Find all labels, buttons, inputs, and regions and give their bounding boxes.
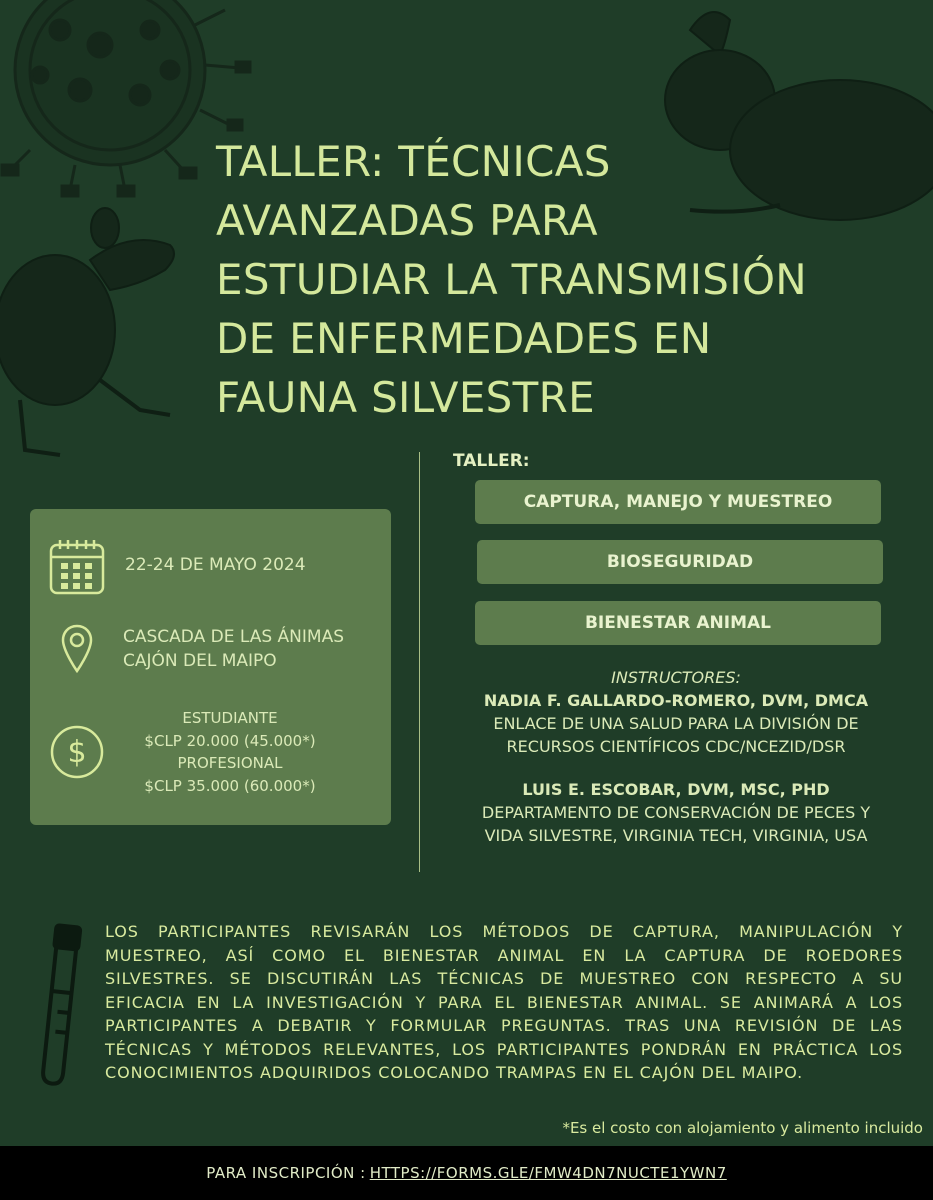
vertical-divider <box>419 452 420 872</box>
instructors-section <box>436 666 916 758</box>
workshop-description <box>105 920 903 1085</box>
instructor-affiliation: VIDA SILVESTRE, VIRGINIA TECH, VIRGINIA, USA <box>484 826 868 845</box>
description-line: MUESTREO, ASÍ COMO EL BIENESTAR ANIMAL EN LA CAPTURA DE ROEDORES <box>105 945 903 965</box>
taller-label: TALLER: <box>453 451 530 471</box>
event-info-panel <box>30 509 391 825</box>
map-pin-icon <box>60 623 94 675</box>
registration-footer <box>0 1146 933 1200</box>
title-line: AVANZADAS PARA <box>216 196 598 245</box>
price-line: $CLP 20.000 (45.000*) <box>144 731 316 750</box>
title-line: FAUNA SILVESTRE <box>216 373 595 422</box>
event-date: 22-24 DE MAYO 2024 <box>125 555 306 575</box>
description-line: EFICACIA EN LA INVESTIGACIÓN Y PARA EL BIENESTAR ANIMAL. SE ANIMARÁ A LOS <box>105 992 903 1012</box>
price-line: PROFESIONAL <box>177 754 283 772</box>
description-line: PARTICIPANTES A DEBATIR Y FORMULAR PREGUNTAS. TRAS UNA REVISIÓN DE LAS <box>105 1016 903 1035</box>
test-tube-icon <box>34 922 86 1092</box>
description-line: TÉCNICAS Y MÉTODOS RELEVANTES, LOS PARTICIPANTES PONDRÁN EN PRÁCTICA LOS <box>105 1039 903 1059</box>
calendar-icon <box>48 537 106 597</box>
location-line: CASCADA DE LAS ÁNIMAS <box>123 627 344 647</box>
registration-label: PARA INSCRIPCIÓN : <box>206 1164 366 1182</box>
title-line: DE ENFERMEDADES EN <box>216 314 712 363</box>
registration-link[interactable]: HTTPS://FORMS.GLE/FMW4DN7NUCTE1YWN7 <box>369 1164 727 1182</box>
description-line: CONOCIMIENTOS ADQUIRIDOS COLOCANDO TRAMPAS EN EL CAJÓN DEL MAIPO. <box>105 1063 804 1082</box>
instructor-name: LUIS E. ESCOBAR, DVM, MSC, PHD <box>522 780 830 799</box>
title-line: TALLER: TÉCNICAS <box>216 137 611 186</box>
instructors-heading: INSTRUCTORES: <box>611 668 741 687</box>
description-line: LOS PARTICIPANTES REVISARÁN LOS MÉTODOS DE CAPTURA, MANIPULACIÓN Y <box>105 922 903 941</box>
instructor-affiliation: RECURSOS CIENTÍFICOS CDC/NCEZID/DSR <box>506 737 846 756</box>
event-location <box>123 625 344 673</box>
svg-text:$: $ <box>67 735 87 770</box>
instructor-block <box>436 778 916 847</box>
price-line: $CLP 35.000 (60.000*) <box>144 776 316 795</box>
location-line: CAJÓN DEL MAIPO <box>123 651 277 671</box>
instructor-name: NADIA F. GALLARDO-ROMERO, DVM, DMCA <box>483 691 869 710</box>
taller-item-captura: CAPTURA, MANEJO Y MUESTREO <box>475 480 881 524</box>
cost-footnote: *Es el costo con alojamiento y alimento incluido <box>562 1119 923 1137</box>
event-prices <box>90 707 370 797</box>
description-line: SILVESTRES. SE DISCUTIRÁN LAS TÉCNICAS DE MUESTREO CON RESPECTO A SU <box>105 969 903 988</box>
taller-item-bienestar: BIENESTAR ANIMAL <box>475 601 881 645</box>
page-title <box>216 132 916 427</box>
instructor-affiliation: ENLACE DE UNA SALUD PARA LA DIVISIÓN DE <box>493 714 859 733</box>
price-line: ESTUDIANTE <box>182 709 278 727</box>
instructor-affiliation: DEPARTAMENTO DE CONSERVACIÓN DE PECES Y <box>481 803 871 822</box>
mouse-illustration-icon <box>0 200 200 460</box>
taller-item-bioseguridad: BIOSEGURIDAD <box>477 540 883 584</box>
title-line: ESTUDIAR LA TRANSMISIÓN <box>216 255 808 304</box>
